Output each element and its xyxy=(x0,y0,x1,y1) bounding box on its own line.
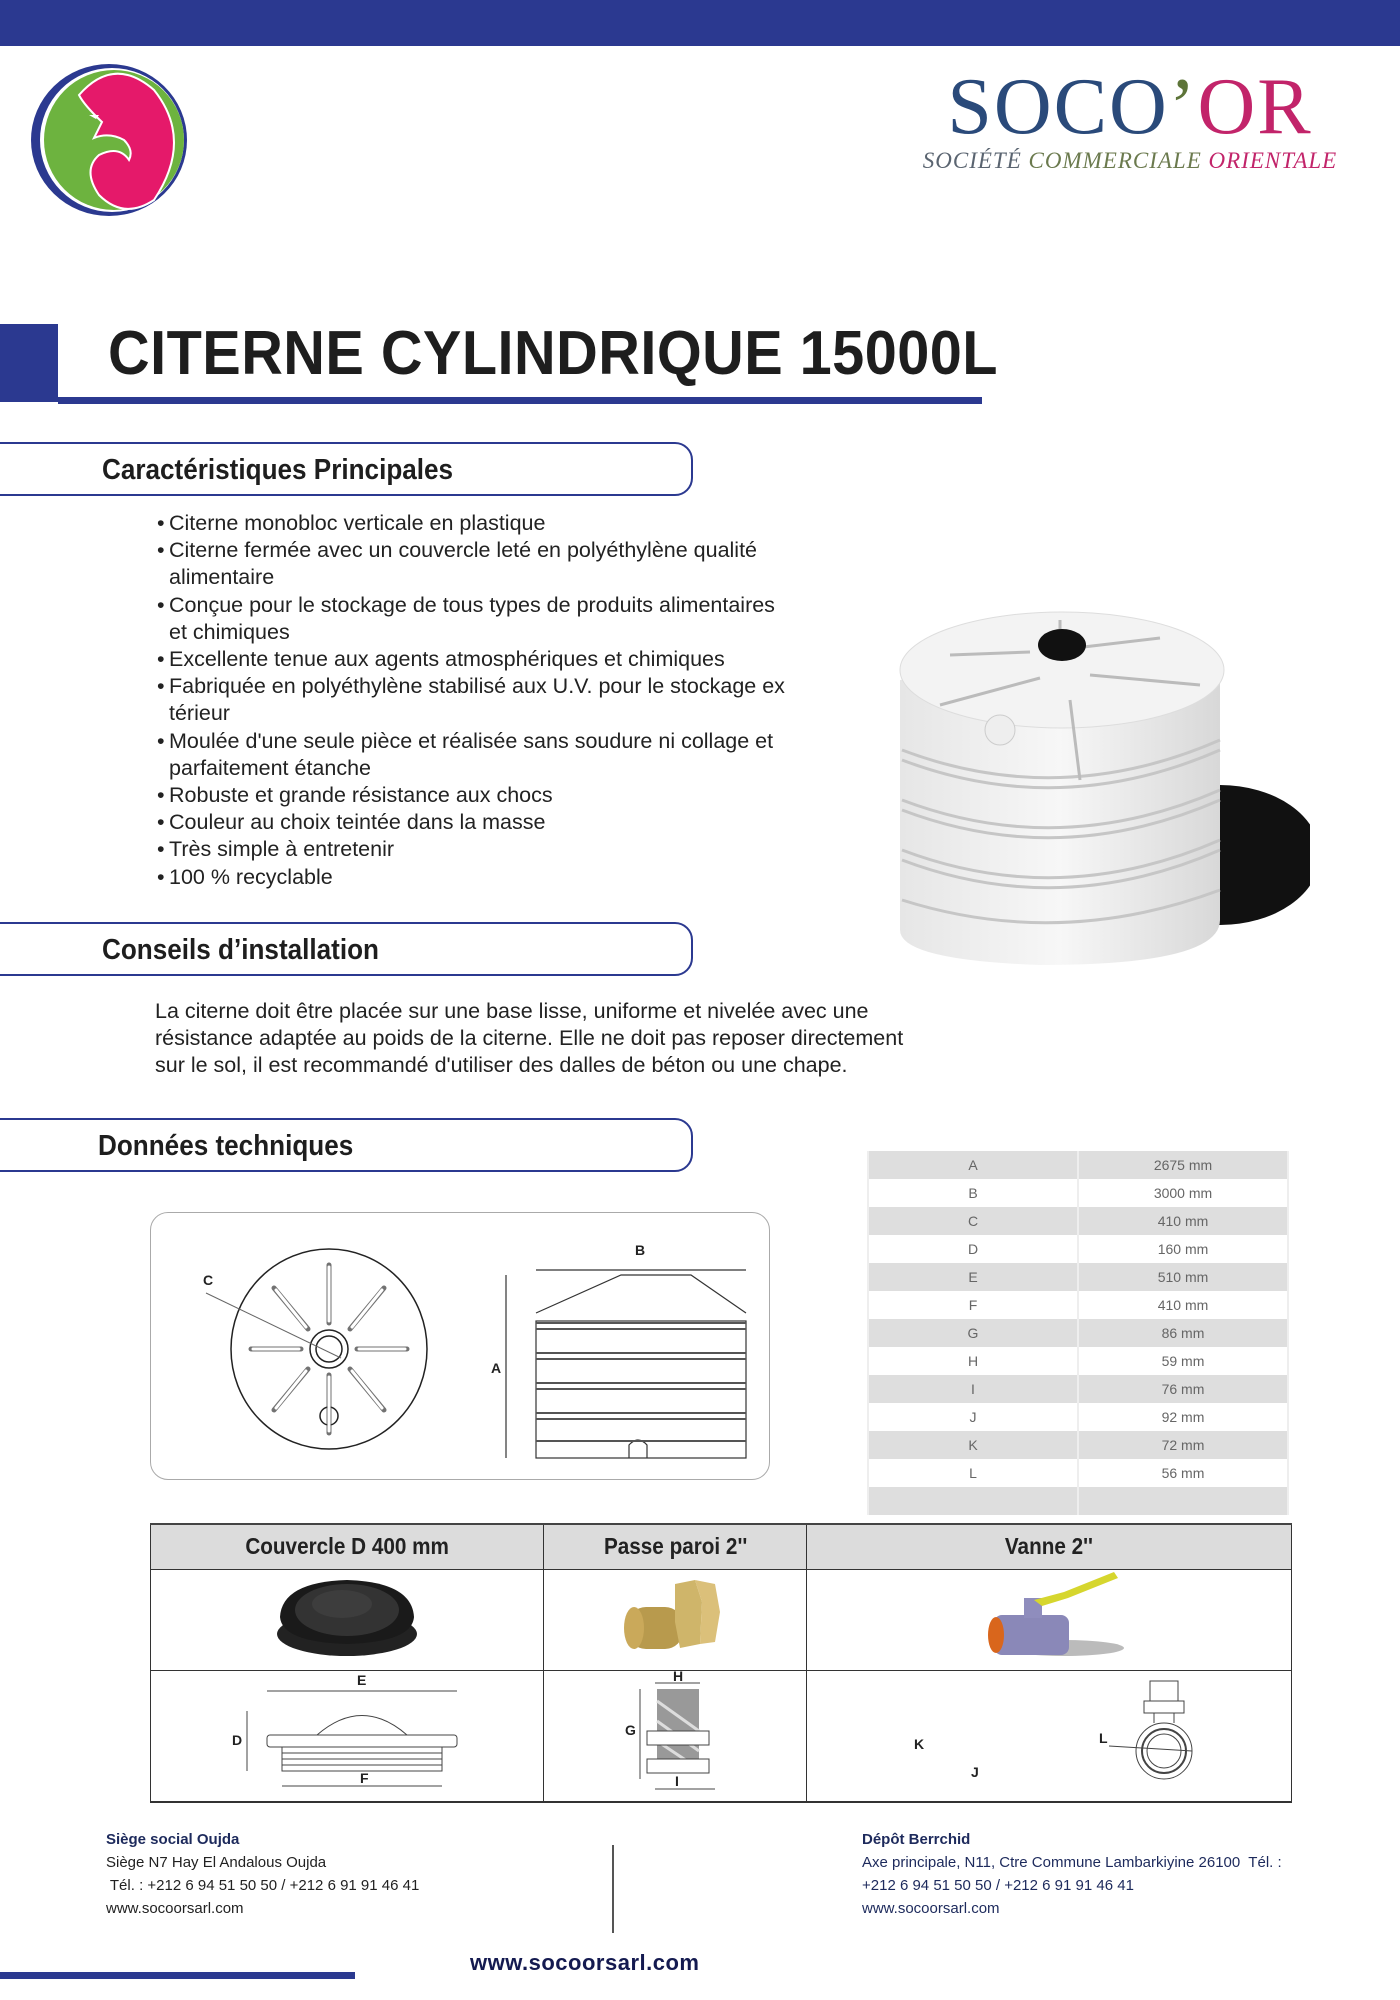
label-j: J xyxy=(971,1763,979,1780)
table-row xyxy=(868,1347,1288,1375)
accessories-table xyxy=(150,1523,1292,1803)
feature-item: • Citerne monobloc verticale en plastique xyxy=(152,510,792,537)
valve-drawing xyxy=(807,1670,1292,1802)
table-row xyxy=(868,1431,1288,1459)
page-title: CITERNE CYLINDRIQUE 15000L xyxy=(108,319,999,388)
dim-value: 3000 mm xyxy=(1078,1179,1288,1207)
label-i: I xyxy=(675,1772,680,1789)
brand-tagline-3: ORIENTALE xyxy=(1208,148,1338,173)
label-e: E xyxy=(357,1671,367,1688)
brand-name-part1: SOCO xyxy=(947,63,1169,151)
section-header-technical xyxy=(0,1118,693,1172)
dim-key: A xyxy=(868,1151,1078,1179)
footer-phone: +212 6 94 51 50 50 / +212 6 91 91 46 41 xyxy=(862,1877,1134,1894)
footer-phone: Tél. : +212 6 94 51 50 50 / +212 6 91 91 46 41 xyxy=(106,1877,420,1894)
footer-heading: Dépôt Berrchid xyxy=(862,1831,971,1848)
title-accent-tab xyxy=(0,324,58,402)
footer-depot xyxy=(862,1828,1282,1920)
dim-value: 76 mm xyxy=(1078,1375,1288,1403)
label-f: F xyxy=(360,1769,369,1786)
dim-key: D xyxy=(868,1235,1078,1263)
dim-key: E xyxy=(868,1263,1078,1291)
label-d: D xyxy=(232,1731,243,1748)
feature-item: • Citerne fermée avec un couvercle leté en polyéthylène qualité alimentaire xyxy=(152,537,792,591)
eagle-logo-icon xyxy=(24,60,194,220)
dim-value: 86 mm xyxy=(1078,1319,1288,1347)
footer-accent-bar xyxy=(0,1972,355,1979)
feature-item: • Couleur au choix teintée dans la masse xyxy=(152,809,792,836)
brand-logo xyxy=(880,62,1380,174)
dim-key: I xyxy=(868,1375,1078,1403)
tank-product-image xyxy=(890,600,1310,970)
top-banner xyxy=(0,0,1400,46)
dim-value: 59 mm xyxy=(1078,1347,1288,1375)
dim-value: 56 mm xyxy=(1078,1459,1288,1487)
section-title: Conseils d’installation xyxy=(102,934,380,966)
table-row xyxy=(868,1263,1288,1291)
label-k: K xyxy=(914,1735,925,1752)
dimensions-table xyxy=(867,1151,1289,1515)
feature-item: • Conçue pour le stockage de tous types de produits alimentaires et chimiques xyxy=(152,592,792,646)
feature-item: • Excellente tenue aux agents atmosphériques et chimiques xyxy=(152,646,792,673)
feature-item: • Robuste et grande résistance aux chocs xyxy=(152,782,792,809)
dim-key: H xyxy=(868,1347,1078,1375)
dim-key: K xyxy=(868,1431,1078,1459)
label-g: G xyxy=(625,1721,637,1738)
label-b: B xyxy=(635,1242,646,1258)
footer-address: Siège N7 Hay El Andalous Oujda xyxy=(106,1854,327,1871)
dim-key: F xyxy=(868,1291,1078,1319)
dim-value: 160 mm xyxy=(1078,1235,1288,1263)
footer-divider xyxy=(612,1845,614,1933)
dim-value xyxy=(1078,1487,1288,1515)
table-row xyxy=(868,1319,1288,1347)
dim-value: 410 mm xyxy=(1078,1207,1288,1235)
dim-value: 410 mm xyxy=(1078,1291,1288,1319)
table-row xyxy=(868,1291,1288,1319)
accessory-header-fitting: Passe paroi 2'' xyxy=(544,1524,807,1569)
dim-value: 72 mm xyxy=(1078,1431,1288,1459)
table-row xyxy=(868,1403,1288,1431)
dim-key: G xyxy=(868,1319,1078,1347)
accessory-header-lid: Couvercle D 400 mm xyxy=(151,1524,544,1569)
section-header-features xyxy=(0,442,693,496)
footer-heading: Siège social Oujda xyxy=(106,1831,240,1848)
dim-key xyxy=(868,1487,1078,1515)
technical-drawing xyxy=(150,1212,770,1480)
table-row xyxy=(868,1151,1288,1179)
lid-image xyxy=(151,1569,544,1670)
feature-item: • 100 % recyclable xyxy=(152,864,792,891)
table-row xyxy=(868,1179,1288,1207)
label-a: A xyxy=(491,1360,502,1376)
table-row xyxy=(868,1487,1288,1515)
section-title: Caractéristiques Principales xyxy=(102,454,454,486)
feature-item: • Très simple à entretenir xyxy=(152,836,792,863)
footer-headquarters xyxy=(106,1828,419,1920)
title-underline xyxy=(58,397,982,404)
table-row xyxy=(868,1459,1288,1487)
feature-item: • Fabriquée en polyéthylène stabilisé aux U.V. pour le stockage ex térieur xyxy=(152,673,792,727)
accessory-header-valve: Vanne 2'' xyxy=(807,1524,1292,1569)
brand-apostrophe: ’ xyxy=(1168,63,1198,151)
dim-key: J xyxy=(868,1403,1078,1431)
dim-key: B xyxy=(868,1179,1078,1207)
features-list xyxy=(152,510,792,891)
lid-drawing xyxy=(151,1670,544,1802)
feature-item: • Moulée d'une seule pièce et réalisée sans soudure ni collage et parfaitement étanche xyxy=(152,728,792,782)
section-title: Données techniques xyxy=(98,1130,354,1162)
ball-valve-image xyxy=(807,1569,1292,1670)
brand-tagline-1: SOCIÉTÉ xyxy=(922,148,1022,173)
dim-key: C xyxy=(868,1207,1078,1235)
dim-key: L xyxy=(868,1459,1078,1487)
table-row xyxy=(868,1207,1288,1235)
dim-value: 2675 mm xyxy=(1078,1151,1288,1179)
installation-text: La citerne doit être placée sur une base lisse, uniforme et nivelée avec une résistance adaptée au poids de la citerne. Elle ne doit pas reposer directement sur le sol, il est recommandé d'utiliser des dalles de béton ou une chape. xyxy=(155,999,904,1077)
footer-website-link[interactable]: www.socoorsarl.com xyxy=(862,1900,1000,1917)
table-row xyxy=(868,1375,1288,1403)
section-header-installation xyxy=(0,922,693,976)
footer-website-url[interactable]: www.socoorsarl.com xyxy=(470,1950,700,1975)
footer-address: Axe principale, N11, Ctre Commune Lambarkiyine 26100 Tél. : xyxy=(862,1854,1282,1871)
label-c: C xyxy=(203,1272,214,1288)
footer-website-link[interactable]: www.socoorsarl.com xyxy=(106,1900,244,1917)
label-h: H xyxy=(673,1670,684,1684)
brand-name-part2: OR xyxy=(1197,63,1313,151)
brand-tagline-2: COMMERCIALE xyxy=(1028,148,1202,173)
wall-fitting-image xyxy=(544,1569,807,1670)
label-l: L xyxy=(1099,1729,1108,1746)
dim-value: 92 mm xyxy=(1078,1403,1288,1431)
dim-value: 510 mm xyxy=(1078,1263,1288,1291)
fitting-drawing xyxy=(544,1670,807,1802)
table-row xyxy=(868,1235,1288,1263)
